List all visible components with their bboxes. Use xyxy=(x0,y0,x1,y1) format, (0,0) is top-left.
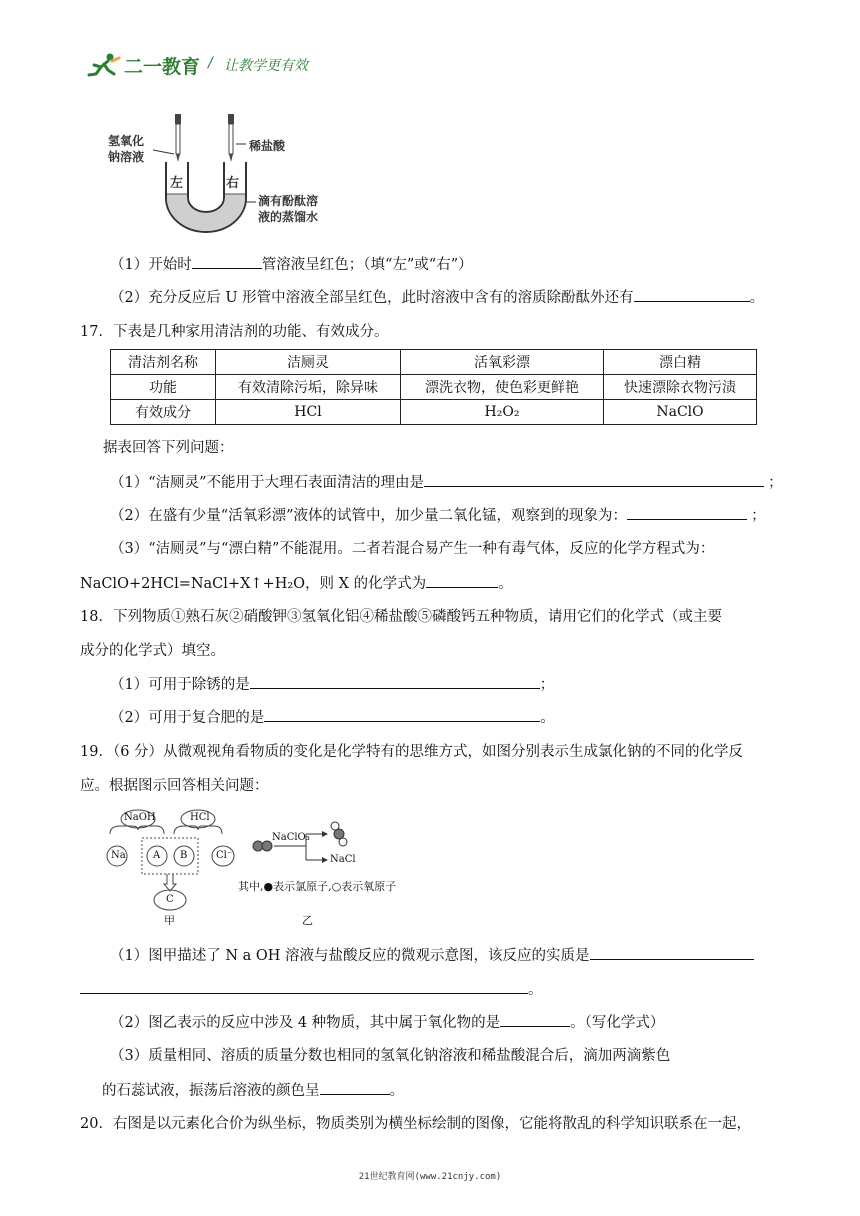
q16-part1 xyxy=(110,254,473,275)
answer-blank[interactable] xyxy=(80,979,528,994)
tube-left-label: 左 xyxy=(170,176,184,191)
tube-right-label: 右 xyxy=(226,176,240,191)
answer-blank[interactable] xyxy=(424,472,764,487)
q19-part1-cont xyxy=(80,979,543,1000)
figure-yi xyxy=(238,820,428,930)
label-phenol-2: 液的蒸馏水 xyxy=(258,210,319,224)
jia-c: C xyxy=(166,894,174,905)
figure-jia xyxy=(104,806,244,930)
q17-part3-eq xyxy=(80,573,513,594)
u-tube-figure xyxy=(108,110,348,235)
table-cell: 有效成分 xyxy=(111,400,216,425)
table-cell: 洁厕灵 xyxy=(216,350,401,375)
table-cell: NaClO xyxy=(604,400,757,425)
q19-p1-end: 。 xyxy=(528,982,543,998)
q17-part1 xyxy=(110,472,783,493)
q17-p1-end: ； xyxy=(768,475,783,491)
table-cell: HCl xyxy=(216,400,401,425)
q16-p2-text: （2）充分反应后 U 形管中溶液全部呈红色，此时溶液中含有的溶质除酚酞外还有 xyxy=(110,290,634,306)
table-cell: 漂洗衣物，使色彩更鲜艳 xyxy=(401,375,604,400)
q17-p1-text: （1）“洁厕灵”不能用于大理石表面清洁的理由是 xyxy=(110,475,425,491)
jia-cl: Cl⁻ xyxy=(216,850,233,861)
q18-p1-end: ； xyxy=(539,677,555,693)
q18-title-2: 成分的化学式）填空。 xyxy=(80,643,225,659)
q17-part3: （3）“洁厕灵”与“漂白精”不能混用。二者若混合易产生一种有毒气体，反应的化学方程式为： xyxy=(110,541,715,557)
jia-hcl: HCl xyxy=(190,812,210,823)
answer-blank[interactable] xyxy=(192,254,262,269)
table-cell: 清洁剂名称 xyxy=(111,350,216,375)
naclo3-diagram xyxy=(238,820,428,930)
q19-p3-text: 的石蕊试液，振荡后溶液的颜色呈 xyxy=(102,1083,320,1099)
label-naoh-1: 氢氧化 xyxy=(108,134,145,148)
label-phenol-1: 滴有酚酞溶 xyxy=(258,194,319,208)
table-cell: 活氧彩漂 xyxy=(401,350,604,375)
label-naoh-2: 钠溶液 xyxy=(108,150,145,164)
q17-p3-end: 。 xyxy=(498,576,513,592)
header-slogan: 让教学更有效 xyxy=(224,58,308,74)
q17-title: 17．下表是几种家用清洁剂的功能、有效成分。 xyxy=(80,324,389,340)
jia-caption: 甲 xyxy=(164,914,175,927)
q17-intro: 据表回答下列问题： xyxy=(103,440,234,456)
q19-p2-text-b: 。（写化学式） xyxy=(570,1015,665,1031)
q17-equation: NaClO+2HCl=NaCl+X↑+H₂O，则 X 的化学式为 xyxy=(80,576,427,592)
q19-title-1: 19．（6 分）从微观视角看物质的变化是化学特有的思维方式，如图分别表示生成氯化钠的不同的化学反 xyxy=(80,744,744,760)
q19-part3-2 xyxy=(102,1080,404,1101)
table-cell: 功能 xyxy=(111,375,216,400)
q17-part2 xyxy=(110,505,766,526)
jia-b: B xyxy=(180,850,188,861)
q17-p2-text: （2）在盛有少量“活氧彩漂”液体的试管中，加少量二氧化锰，观察到的现象为： xyxy=(110,508,628,524)
answer-blank[interactable] xyxy=(500,1012,570,1027)
q16-part2 xyxy=(110,287,764,308)
jia-na: Na xyxy=(111,850,126,861)
cleaner-table xyxy=(110,349,757,425)
q16-p1-text-b: 管溶液呈红色；（填“左”或“右”） xyxy=(261,257,473,273)
page-footer: 21世纪教育网(www.21cnjy.com) xyxy=(358,1172,502,1182)
jia-naoh: NaOH xyxy=(124,812,156,823)
label-hcl: 稀盐酸 xyxy=(249,139,286,153)
jia-a: A xyxy=(153,850,161,861)
yi-naclo3: NaClO₃ xyxy=(272,832,310,843)
table-row xyxy=(111,350,757,375)
answer-blank[interactable] xyxy=(320,1080,390,1095)
q18-p2-text: （2）可用于复合肥的是 xyxy=(110,710,265,726)
answer-blank[interactable] xyxy=(250,674,540,689)
yi-legend: 其中,●表示氯原子,○表示氧原子 xyxy=(238,880,397,893)
q18-part1 xyxy=(110,674,554,695)
runner-logo-icon xyxy=(86,52,122,78)
answer-blank[interactable] xyxy=(264,707,540,722)
header-separator: / xyxy=(208,55,213,71)
table-row xyxy=(111,375,757,400)
q16-p1-text-a: （1）开始时 xyxy=(110,257,192,273)
answer-blank[interactable] xyxy=(426,573,498,588)
q19-p3-end: 。 xyxy=(389,1083,404,1099)
table-cell: 漂白精 xyxy=(604,350,757,375)
q18-title-1: 18．下列物质①熟石灰②硝酸钾③氢氧化铝④稀盐酸⑤磷酸钙五种物质，请用它们的化学式（或主要 xyxy=(80,609,722,625)
q19-part3-1: （3）质量相同、溶质的质量分数也相同的氢氧化钠溶液和稀盐酸混合后，滴加两滴紫色 xyxy=(110,1048,671,1064)
q17-p2-end: ； xyxy=(751,508,766,524)
q18-part2 xyxy=(110,707,555,728)
q16-p2-end: 。 xyxy=(749,290,765,306)
q19-p1-text: （1）图甲描述了 N a OH 溶液与盐酸反应的微观示意图，该反应的实质是 xyxy=(110,948,590,964)
q20-title: 20．右图是以元素化合价为纵坐标，物质类别为横坐标绘制的图像，它能将散乱的科学知识联系在一起， xyxy=(80,1116,751,1132)
answer-blank[interactable] xyxy=(590,945,754,960)
yi-nacl: NaCl xyxy=(330,854,356,865)
table-cell: 快速漂除衣物污渍 xyxy=(604,375,757,400)
answer-blank[interactable] xyxy=(634,287,750,302)
table-cell: H₂O₂ xyxy=(401,400,604,425)
table-cell: 有效清除污垢，除异味 xyxy=(216,375,401,400)
logo-text: 二一教育 xyxy=(124,56,201,78)
q19-part1 xyxy=(110,945,754,966)
table-row xyxy=(111,400,757,425)
q18-p1-text: （1）可用于除锈的是 xyxy=(110,677,250,693)
q18-p2-end: 。 xyxy=(540,710,555,726)
q19-p2-text-a: （2）图乙表示的反应中涉及 4 种物质，其中属于氧化物的是 xyxy=(110,1015,501,1031)
header-logo xyxy=(86,50,346,80)
q19-title-2: 应。根据图示回答相关问题： xyxy=(80,778,269,794)
q19-part2 xyxy=(110,1012,664,1033)
answer-blank[interactable] xyxy=(627,505,747,520)
yi-caption: 乙 xyxy=(302,914,313,927)
